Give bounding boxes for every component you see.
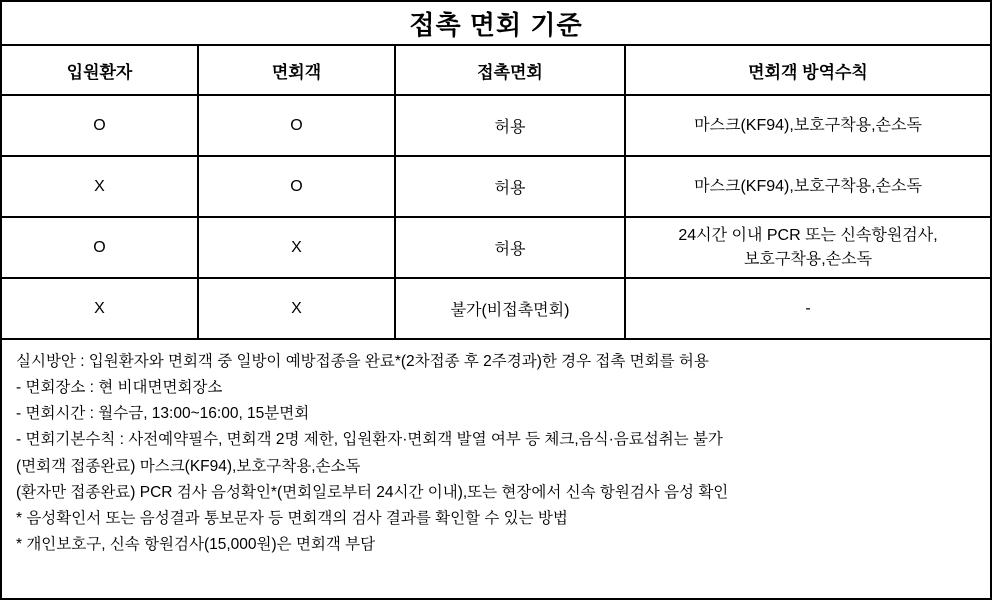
cell-contact-visit: 허용	[395, 95, 625, 156]
visitation-criteria-table	[2, 46, 990, 340]
note-line: * 개인보호구, 신속 항원검사(15,000원)은 면회객 부담	[16, 535, 376, 553]
cell-visitor: X	[198, 278, 395, 339]
rule-line: -	[805, 299, 811, 317]
table-row	[2, 95, 990, 156]
cell-inpatient: O	[2, 217, 198, 278]
note-line: (면회객 접종완료) 마스크(KF94),보호구착용,손소독	[16, 457, 361, 475]
cell-visitor-rules	[625, 95, 990, 156]
cell-visitor-rules	[625, 278, 990, 339]
page-title	[2, 2, 990, 46]
rule-line: 마스크(KF94),보호구착용,손소독	[694, 177, 922, 195]
rule-line: 보호구착용,손소독	[743, 250, 873, 268]
note-line: - 면회장소 : 현 비대면면회장소	[16, 379, 223, 397]
cell-inpatient: O	[2, 95, 198, 156]
table-row	[2, 278, 990, 339]
cell-inpatient: X	[2, 278, 198, 339]
cell-visitor-rules	[625, 217, 990, 278]
table-row	[2, 217, 990, 278]
note-line: 실시방안 : 입원환자와 면회객 중 일방이 예방접종을 완료*(2차접종 후 2주경과)한 경우 접촉 면회를 허용	[16, 353, 709, 370]
cell-visitor: O	[198, 156, 395, 217]
column-header-inpatient: 입원환자	[2, 46, 198, 95]
column-header-contact-visit: 접촉면회	[395, 46, 625, 95]
cell-visitor-rules	[625, 156, 990, 217]
table-header	[2, 46, 990, 95]
table-header-row	[2, 46, 990, 95]
cell-visitor: X	[198, 217, 395, 278]
rule-line: 24시간 이내 PCR 또는 신속항원검사,	[678, 227, 938, 245]
cell-visitor: O	[198, 95, 395, 156]
note-line: - 면회기본수칙 : 사전예약필수, 면회객 2명 제한, 입원환자·면회객 발열 여부 등 체크,음식·음료섭취는 불가	[16, 431, 723, 449]
notes-section	[2, 340, 990, 598]
note-line: (환자만 접종완료) PCR 검사 음성확인*(면회일로부터 24시간 이내),또는 현장에서 신속 항원검사 음성 확인	[16, 483, 729, 501]
table-row	[2, 156, 990, 217]
cell-contact-visit: 허용	[395, 156, 625, 217]
cell-contact-visit: 불가(비접촉면회)	[395, 278, 625, 339]
cell-inpatient: X	[2, 156, 198, 217]
table-body	[2, 95, 990, 339]
note-line: * 음성확인서 또는 음성결과 통보문자 등 면회객의 검사 결과를 확인할 수 있는 방법	[16, 509, 568, 527]
note-line: - 면회시간 : 월수금, 13:00~16:00, 15분면회	[16, 405, 310, 423]
rule-line: 마스크(KF94),보호구착용,손소독	[694, 116, 922, 134]
page-title-text: 접촉 면회 기준	[409, 9, 583, 40]
column-header-visitor-rules: 면회객 방역수칙	[625, 46, 990, 95]
cell-contact-visit: 허용	[395, 217, 625, 278]
column-header-visitor: 면회객	[198, 46, 395, 95]
